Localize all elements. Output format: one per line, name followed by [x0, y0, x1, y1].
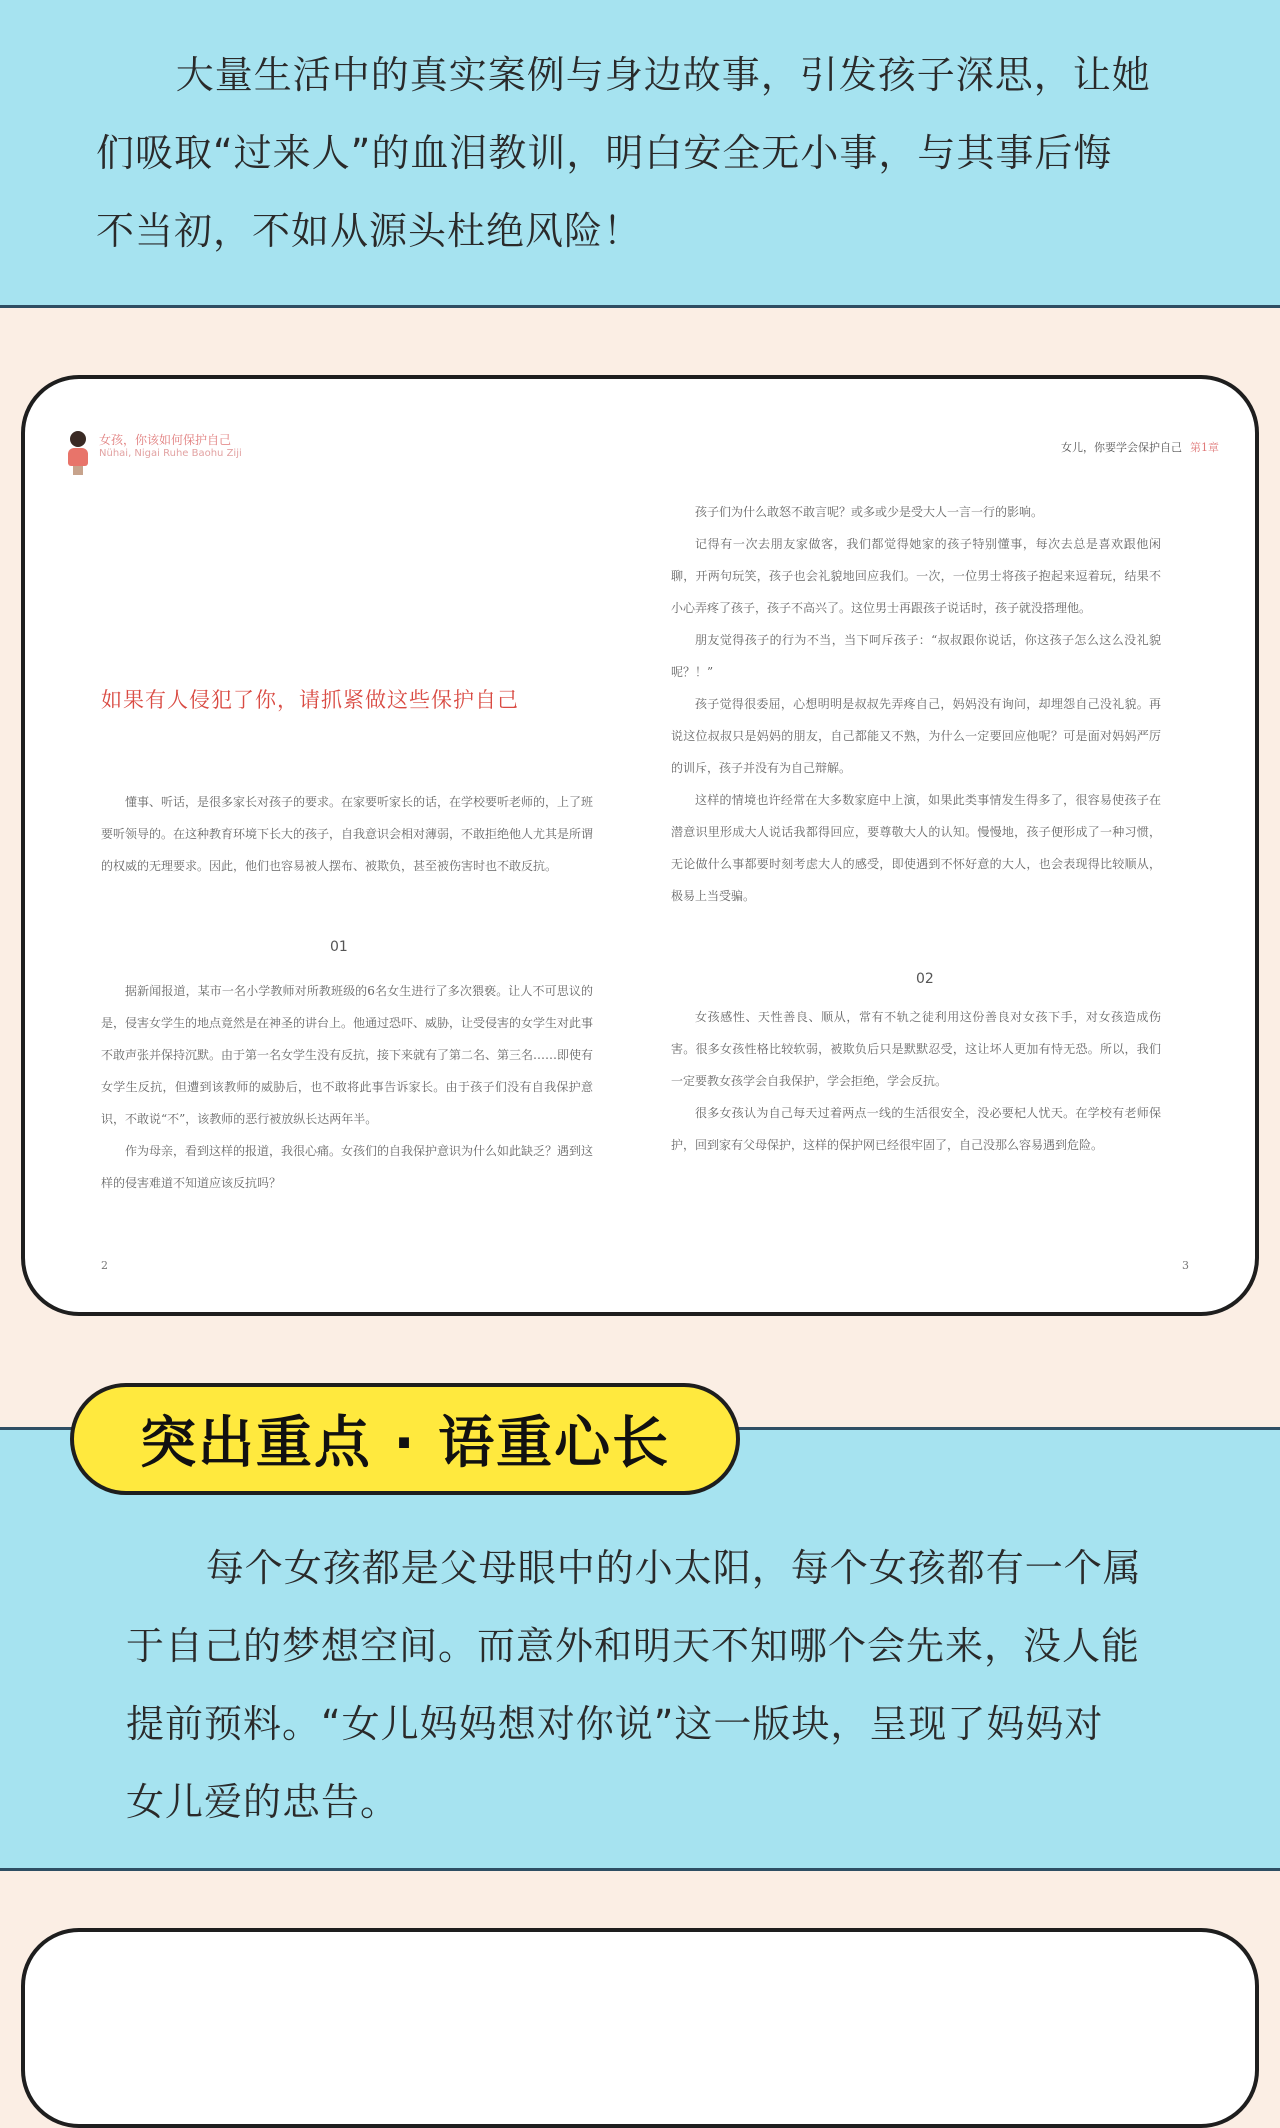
book-header-title: 女孩，你该如何保护自己 [99, 433, 232, 447]
book-header-pinyin: Nühai, Nigai Ruhe Baohu Ziji [99, 448, 242, 459]
paragraph: 朋友觉得孩子的行为不当，当下呵斥孩子：“叔叔跟你说话，你这孩子怎么这么没礼貌呢？！” [671, 633, 1161, 679]
paragraph: 很多女孩认为自己每天过着两点一线的生活很安全，没必要杞人忧天。在学校有老师保护，回到家有父母保护，这样的保护网已经很牢固了，自己没那么容易遇到危险。 [671, 1106, 1161, 1152]
paragraph: 孩子觉得很委屈，心想明明是叔叔先弄疼自己，妈妈没有询问，却埋怨自己没礼貌。再说这位叔叔只是妈妈的朋友，自己都能又不熟，为什么一定要回应他呢？可是面对妈妈严厉的训斥，孩子并没有为自己辩解。 [671, 697, 1161, 775]
top-description-text [96, 36, 1206, 270]
book-spread-preview [21, 375, 1259, 1316]
paragraph: 作为母亲，看到这样的报道，我很心痛。女孩们的自我保护意识为什么如此缺乏？遇到这样的侵害难道不知道应该反抗吗？ [101, 1144, 594, 1190]
top-description-line-3: 不当初，不如从源头杜绝风险！ [96, 209, 643, 253]
highlight-line-3: 提前预料。“女儿妈妈想对你说”这一版块，呈现了妈妈对 [126, 1702, 1104, 1746]
right-book-page [644, 379, 1259, 1312]
left-intro-text [101, 786, 593, 882]
girl-illustration-icon [65, 431, 91, 475]
section-number-01: 01 [330, 939, 348, 955]
section-badge [70, 1383, 740, 1495]
right-page-header [1061, 439, 1219, 455]
paragraph: 女孩感性、天性善良、顺从，常有不轨之徒利用这份善良对女孩下手，对女孩造成伤害。很多女孩性格比较软弱，被欺负后只是默默忍受，这让坏人更加有恃无恐。所以，我们一定要教女孩学会自我保护，学会拒绝，学会反抗。 [671, 1010, 1161, 1088]
left-page-number: 2 [101, 1259, 108, 1272]
left-page-header [65, 431, 242, 475]
right-page-number: 3 [1182, 1259, 1189, 1272]
paragraph: 记得有一次去朋友家做客，我们都觉得她家的孩子特别懂事，每次去总是喜欢跟他闲聊，开两句玩笑，孩子也会礼貌地回应我们。一次，一位男士将孩子抱起来逗着玩，结果不小心弄疼了孩子，孩子不高兴了。这位男士再跟孩子说话时，孩子就没搭理他。 [671, 537, 1161, 615]
right-text-block-2 [671, 1001, 1161, 1161]
top-description-line-2: 们吸取“过来人”的血泪教训，明白安全无小事，与其事后悔 [96, 131, 1113, 175]
paragraph: 孩子们为什么敢怒不敢言呢？或多或少是受大人一言一行的影响。 [695, 505, 1044, 519]
top-description-line-1: 大量生活中的真实案例与身边故事，引发孩子深思，让她 [175, 53, 1151, 97]
paragraph: 这样的情境也许经常在大多数家庭中上演，如果此类事情发生得多了，很容易使孩子在潜意识里形成大人说话我都得回应，要尊敬大人的认知。慢慢地，孩子便形成了一种习惯，无论做什么事都要时刻考虑大人的感受，即使遇到不怀好意的大人，也会表现得比较顺从，极易上当受骗。 [671, 793, 1161, 903]
top-description-band [0, 0, 1280, 308]
left-book-page [25, 379, 644, 1312]
right-text-block-1 [671, 496, 1161, 912]
right-header-title: 女儿，你要学会保护自己 [1061, 441, 1182, 454]
left-section-text [101, 975, 593, 1199]
highlight-line-1: 每个女孩都是父母眼中的小太阳，每个女孩都有一个属 [205, 1546, 1142, 1590]
paragraph: 懂事、听话，是很多家长对孩子的要求。在家要听家长的话，在学校要听老师的，上了班要听领导的。在这种教育环境下长大的孩子，自我意识会相对薄弱，不敢拒绝他人尤其是所谓的权威的无理要求。因此，他们也容易被人摆布、被欺负，甚至被伤害时也不敢反抗。 [101, 795, 594, 873]
section-number-02: 02 [916, 971, 934, 987]
paragraph: 据新闻报道，某市一名小学教师对所教班级的6名女生进行了多次猥亵。让人不可思议的是，侵害女学生的地点竟然是在神圣的讲台上。他通过恐吓、威胁，让受侵害的女学生对此事不敢声张并保持沉默。由于第一名女学生没有反抗，接下来就有了第二名、第三名……即使有女学生反抗，但遭到该教师的威胁后，也不敢将此事告诉家长。由于孩子们没有自我保护意识，不敢说“不”，该教师的恶行被放纵长达两年半。 [101, 984, 594, 1126]
right-header-chapter-marker: 第1章 [1190, 441, 1219, 454]
highlight-line-2: 于自己的梦想空间。而意外和明天不知哪个会先来，没人能 [126, 1624, 1141, 1668]
next-book-spread-preview [21, 1928, 1259, 2128]
chapter-title: 如果有人侵犯了你，请抓紧做这些保护自己 [101, 688, 519, 712]
highlight-description-text [126, 1529, 1211, 1841]
section-badge-title: 突出重点 · 语重心长 [139, 1411, 671, 1476]
highlight-line-4: 女儿爱的忠告。 [126, 1780, 400, 1824]
